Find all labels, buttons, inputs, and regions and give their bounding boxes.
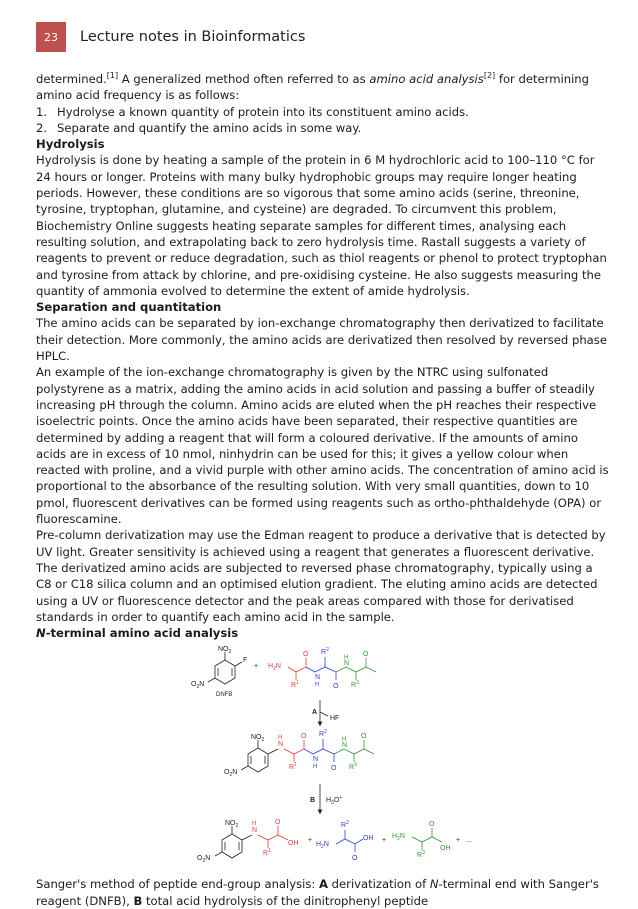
svg-text:H2N: $H_2N$ bbox=[268, 663, 281, 673]
no2-label: $NO_2$ bbox=[225, 820, 239, 830]
dnp-amino-acid-ring bbox=[215, 826, 252, 858]
figure-caption bbox=[36, 876, 611, 909]
svg-text:N: N bbox=[344, 660, 350, 668]
svg-text:N: N bbox=[252, 827, 258, 835]
intro-text-a: A generalized method often referred to as bbox=[118, 72, 370, 86]
separation-heading: Separation and quantitation bbox=[36, 300, 222, 315]
page-content bbox=[36, 71, 611, 909]
dnp-peptide-ring bbox=[241, 740, 278, 772]
svg-text:R2: $R^2$ bbox=[341, 820, 349, 830]
nterminal-heading-rest: -terminal amino acid analysis bbox=[45, 626, 239, 641]
reference-1: [1] bbox=[106, 71, 119, 81]
svg-text:N: N bbox=[342, 742, 348, 750]
svg-text:R2: $R^2$ bbox=[319, 729, 327, 739]
step-a-label: A bbox=[312, 709, 318, 717]
list-item-number: 1. bbox=[36, 104, 48, 119]
plus-sign: + bbox=[456, 837, 461, 845]
caption-text: derivatization of bbox=[328, 877, 430, 892]
dnfb-molecule bbox=[208, 652, 242, 684]
svg-text:H: H bbox=[252, 821, 257, 828]
page-number: 23 bbox=[36, 22, 66, 52]
dnfb-label: DNFB bbox=[216, 692, 233, 699]
svg-text:R1: $R^1$ bbox=[263, 848, 271, 858]
svg-text:R3: $R^3$ bbox=[417, 850, 425, 860]
residue-2 bbox=[306, 647, 339, 690]
caption-label-b: B bbox=[133, 893, 143, 908]
free-amino-acid-2 bbox=[316, 820, 374, 862]
caption-text: Sanger's method of peptide end-group analysis: bbox=[36, 877, 320, 892]
svg-text:H: H bbox=[342, 737, 347, 744]
no2-label: $NO_2$ bbox=[251, 734, 265, 744]
intro-word: determined. bbox=[36, 72, 107, 86]
steps-list bbox=[36, 104, 611, 137]
svg-text:OH: OH bbox=[288, 840, 299, 848]
svg-text:R3: $R^3$ bbox=[349, 762, 357, 772]
svg-text:O: O bbox=[331, 765, 337, 773]
sanger-reaction-figure bbox=[36, 642, 611, 876]
svg-text:O: O bbox=[429, 821, 435, 829]
svg-text:OH: OH bbox=[363, 835, 374, 843]
reference-2: [2] bbox=[483, 71, 496, 81]
svg-text:R3: $R^3$ bbox=[351, 680, 359, 690]
hf-label: HF bbox=[330, 715, 340, 723]
fluorine-label: F bbox=[243, 657, 248, 665]
list-item bbox=[36, 104, 611, 120]
caption-label-a: A bbox=[319, 877, 328, 892]
list-item-text: Separate and quantify the amino acids in some way. bbox=[57, 120, 362, 135]
sanger-reaction-diagram bbox=[36, 642, 611, 876]
dnp-residue-3 bbox=[334, 733, 374, 771]
plus-sign: + bbox=[308, 837, 313, 845]
no2-label: $NO_2$ bbox=[218, 646, 232, 656]
separation-paragraph-3: Pre-column derivatization may use the Edman reagent to produce a derivative that is detected by UV light. Greater sensitivity is achieved using a reagent that generates a fluorescent derivative. The derivatized amino acids are subjected to reversed phase chromatography, typically using a C8 or C18 silica column and an optimised elution gradient. The eluting amino acids are detected using a UV or fluorescence detector and the peak areas compared with those for derivatised standards in order to quantify each amino acid in the sample. bbox=[36, 528, 606, 624]
intro-paragraph bbox=[36, 71, 611, 104]
svg-text:N: N bbox=[315, 674, 321, 682]
svg-text:O: O bbox=[333, 683, 339, 691]
svg-text:O: O bbox=[301, 733, 307, 741]
svg-text:OH: OH bbox=[440, 845, 451, 853]
intro-text-b: for determining amino acid frequency is as follows: bbox=[36, 72, 590, 103]
dnp-residue-1 bbox=[278, 733, 307, 771]
caption-text: -terminal end with Sanger's reagent (DNFB), bbox=[36, 877, 599, 908]
svg-text:O: O bbox=[352, 855, 358, 863]
svg-text:R2: $R^2$ bbox=[321, 647, 329, 657]
svg-text:N: N bbox=[278, 741, 284, 749]
svg-text:O: O bbox=[363, 651, 369, 659]
svg-text:O: O bbox=[303, 651, 309, 659]
hydrolysis-paragraph: Hydrolysis is done by heating a sample of the protein in 6 M hydrochloric acid to 100–110 °C for 24 hours or longer. Proteins with many bulky hydrophobic groups may require longer heating periods. However, these conditions are so vigorous that some amino acids (serine, threonine, tyrosine, tryptophan, glutamine, and cysteine) are degraded. To circumvent this problem, Biochemistry Online suggests heating separate samples for different times, analysing each resulting solution, and extrapolating back to zero hydrolysis time. Rastall suggests a variety of reagents to prevent or reduce degradation, such as thiol reagents or phenol to protect tryptophan and tyrosine from attack by chlorine, and pre-oxidising cysteine. He also suggests measuring the quantity of ammonia evolved to determine the extent of amide hydrolysis. bbox=[36, 153, 607, 298]
svg-text:R1: $R^1$ bbox=[289, 762, 297, 772]
nterminal-heading bbox=[36, 625, 611, 641]
hydrolysis-heading: Hydrolysis bbox=[36, 137, 105, 152]
dnp-residue-2 bbox=[304, 729, 337, 772]
plus-sign: + bbox=[254, 663, 259, 671]
list-item bbox=[36, 120, 611, 136]
svg-text:N: N bbox=[313, 756, 319, 764]
o2n-label: $O_2N$ bbox=[197, 855, 211, 865]
intro-term: amino acid analysis bbox=[369, 72, 484, 86]
page-header bbox=[36, 22, 305, 52]
svg-text:H: H bbox=[313, 764, 318, 771]
ellipsis: ... bbox=[466, 837, 472, 845]
caption-text: total acid hydrolysis of the dinitrophenyl peptide bbox=[142, 893, 429, 908]
svg-text:O: O bbox=[275, 819, 281, 827]
svg-text:H: H bbox=[278, 735, 283, 742]
residue-1 bbox=[268, 651, 309, 689]
list-item-number: 2. bbox=[36, 120, 48, 135]
dnp-amino-acid bbox=[252, 819, 299, 857]
plus-sign: + bbox=[382, 837, 387, 845]
svg-text:H: H bbox=[344, 655, 349, 662]
step-b-label: B bbox=[310, 797, 316, 805]
svg-text:O: O bbox=[361, 733, 367, 741]
h3o-label: $H_3O^+$ bbox=[326, 795, 343, 807]
o2n-label: $O_2N$ bbox=[191, 681, 205, 691]
svg-text:H: H bbox=[315, 682, 320, 689]
separation-paragraph-1: The amino acids can be separated by ion-exchange chromatography then derivatized to facilitate their detection. More commonly, the amino acids are derivatized then resolved by reversed phase HPLC. bbox=[36, 316, 607, 364]
residue-3 bbox=[336, 651, 376, 689]
free-amino-acid-3 bbox=[392, 821, 451, 859]
running-title: Lecture notes in Bioinformatics bbox=[80, 29, 306, 45]
list-item-text: Hydrolyse a known quantity of protein into its constituent amino acids. bbox=[57, 104, 469, 119]
caption-italic: N bbox=[429, 877, 439, 892]
svg-text:H2N: $H_2N$ bbox=[316, 841, 329, 851]
o2n-label: $O_2N$ bbox=[224, 769, 238, 779]
svg-text:H2N: $H_2N$ bbox=[392, 833, 405, 843]
svg-text:R1: $R^1$ bbox=[291, 680, 299, 690]
nterminal-heading-italic: N bbox=[36, 626, 46, 641]
separation-paragraph-2: An example of the ion-exchange chromatography is given by the NTRC using sulfonated polystyrene as a matrix, adding the amino acids in acid solution and passing a buffer of steadily increasing pH through the column. Amino acids are eluted when the pH reaches their respective isoelectric points. Once the amino acids have been separated, their respective quantities are determined by adding a reagent that will form a coloured derivative. If the amounts of amino acids are in excess of 10 nmol, ninhydrin can be used for this; it gives a yellow colour when reacted with proline, and a vivid purple with other amino acids. The concentration of amino acid is proportional to the absorbance of the resulting solution. With very small quantities, down to 10 pmol, fluorescent derivatives can be formed using reagents such as ortho-phthaldehyde (OPA) or fluorescamine. bbox=[36, 365, 609, 527]
